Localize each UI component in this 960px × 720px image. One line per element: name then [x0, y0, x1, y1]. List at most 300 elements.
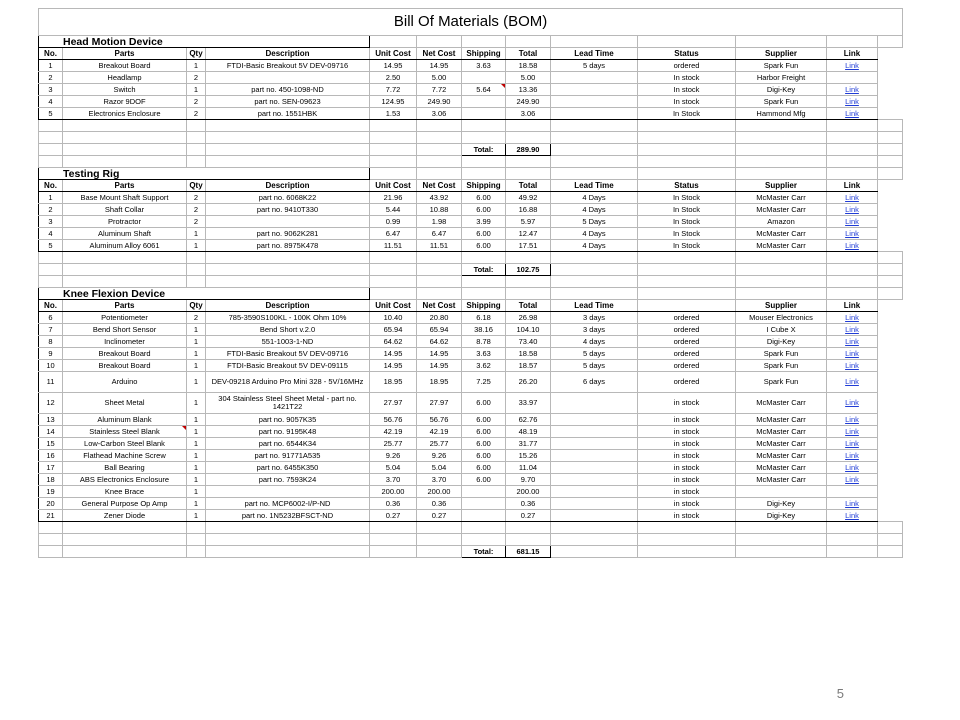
cell-net-cost: 42.19	[417, 426, 462, 438]
empty-cell[interactable]	[736, 264, 827, 276]
table-row	[39, 498, 903, 510]
supplier-link[interactable]: Link	[845, 192, 859, 202]
cell-total: 3.06	[506, 108, 551, 120]
supplier-link[interactable]: Link	[845, 204, 859, 214]
empty-cell[interactable]	[506, 120, 551, 132]
empty-cell[interactable]	[63, 252, 187, 264]
empty-cell[interactable]	[39, 156, 63, 168]
supplier-link[interactable]: Link	[845, 348, 859, 358]
cell-link	[827, 348, 878, 360]
empty-cell[interactable]	[39, 144, 63, 156]
cell-link	[827, 426, 878, 438]
empty-cell	[878, 108, 903, 120]
empty-cell[interactable]	[63, 132, 187, 144]
empty-cell[interactable]	[878, 264, 903, 276]
empty-cell[interactable]	[187, 546, 206, 558]
empty-cell[interactable]	[462, 276, 506, 288]
empty-cell[interactable]	[206, 120, 370, 132]
table-row	[39, 84, 903, 96]
column-header-shipping: Shipping	[462, 180, 506, 192]
cell-unit-cost: 1.53	[370, 108, 417, 120]
empty-cell[interactable]	[39, 120, 63, 132]
empty-cell[interactable]	[370, 120, 417, 132]
empty-cell[interactable]	[187, 522, 206, 534]
empty-row	[39, 276, 903, 288]
empty-cell[interactable]	[63, 120, 187, 132]
empty-cell[interactable]	[506, 252, 551, 264]
empty-cell[interactable]	[206, 276, 370, 288]
empty-cell[interactable]	[187, 144, 206, 156]
empty-cell[interactable]	[638, 288, 736, 300]
cell-description: DEV-09218 Arduino Pro Mini 328 - 5V/16MHz	[206, 372, 370, 393]
cell-description	[206, 216, 370, 228]
empty-cell[interactable]	[417, 120, 462, 132]
empty-cell[interactable]	[878, 144, 903, 156]
empty-cell[interactable]	[551, 264, 638, 276]
empty-cell[interactable]	[187, 276, 206, 288]
supplier-link[interactable]: Link	[845, 510, 859, 520]
empty-cell[interactable]	[878, 546, 903, 558]
empty-cell[interactable]	[827, 534, 878, 546]
cell-qty: 1	[187, 324, 206, 336]
cell-status: ordered	[638, 324, 736, 336]
empty-cell[interactable]	[827, 132, 878, 144]
cell-shipping	[462, 486, 506, 498]
cell-unit-cost: 2.50	[370, 72, 417, 84]
supplier-link[interactable]: Link	[845, 474, 859, 484]
supplier-link[interactable]: Link	[845, 450, 859, 460]
empty-cell[interactable]	[206, 132, 370, 144]
column-header-unit-cost: Unit Cost	[370, 300, 417, 312]
empty-cell[interactable]	[187, 156, 206, 168]
supplier-link[interactable]: Link	[845, 438, 859, 448]
empty-cell[interactable]	[827, 120, 878, 132]
cell-parts: Arduino	[63, 372, 187, 393]
cell-no: 10	[39, 360, 63, 372]
supplier-link[interactable]: Link	[845, 60, 859, 70]
column-header-lead-time: Lead Time	[551, 180, 638, 192]
empty-cell[interactable]	[370, 522, 417, 534]
empty-cell[interactable]	[551, 276, 638, 288]
empty-cell[interactable]	[638, 36, 736, 48]
section-row-knee-flexion-device	[39, 288, 903, 300]
table-row	[39, 486, 903, 498]
empty-cell[interactable]	[827, 546, 878, 558]
supplier-link[interactable]: Link	[845, 228, 859, 238]
empty-cell[interactable]	[827, 156, 878, 168]
supplier-link[interactable]: Link	[845, 108, 859, 118]
cell-net-cost: 7.72	[417, 84, 462, 96]
empty-cell[interactable]	[206, 264, 370, 276]
header-row	[39, 48, 903, 60]
supplier-link[interactable]: Link	[845, 84, 859, 94]
empty-cell[interactable]	[370, 168, 417, 180]
cell-status: in stock	[638, 474, 736, 486]
cell-parts: Razor 9DOF	[63, 96, 187, 108]
column-header-lead-time: Lead Time	[551, 48, 638, 60]
empty-cell	[878, 498, 903, 510]
cell-qty: 1	[187, 84, 206, 96]
empty-cell[interactable]	[736, 522, 827, 534]
cell-total: 18.58	[506, 348, 551, 360]
cell-unit-cost: 56.76	[370, 414, 417, 426]
cell-description: part no. 6455K350	[206, 462, 370, 474]
cell-link	[827, 438, 878, 450]
empty-cell[interactable]	[370, 252, 417, 264]
empty-cell[interactable]	[63, 522, 187, 534]
table-row	[39, 228, 903, 240]
empty-cell[interactable]	[63, 264, 187, 276]
empty-cell[interactable]	[187, 132, 206, 144]
cell-shipping: 6.00	[462, 192, 506, 204]
cell-description: part no. 6068K22	[206, 192, 370, 204]
empty-cell[interactable]	[506, 534, 551, 546]
cell-qty: 1	[187, 414, 206, 426]
empty-cell[interactable]	[417, 132, 462, 144]
empty-cell	[878, 84, 903, 96]
empty-cell[interactable]	[736, 546, 827, 558]
cell-unit-cost: 7.72	[370, 84, 417, 96]
empty-cell[interactable]	[417, 288, 462, 300]
cell-lead-time: 4 Days	[551, 204, 638, 216]
empty-cell[interactable]	[878, 120, 903, 132]
empty-cell[interactable]	[878, 522, 903, 534]
supplier-link[interactable]: Link	[845, 498, 859, 508]
cell-net-cost: 200.00	[417, 486, 462, 498]
empty-cell[interactable]	[39, 276, 63, 288]
cell-parts: Bend Short Sensor	[63, 324, 187, 336]
empty-cell[interactable]	[370, 546, 417, 558]
page-title: Bill Of Materials (BOM)	[39, 9, 903, 36]
empty-cell[interactable]	[462, 522, 506, 534]
empty-cell[interactable]	[39, 264, 63, 276]
column-header-description: Description	[206, 48, 370, 60]
cell-supplier: Digi-Key	[736, 510, 827, 522]
empty-cell[interactable]	[462, 168, 506, 180]
cell-net-cost: 14.95	[417, 60, 462, 72]
empty-cell[interactable]	[462, 132, 506, 144]
cell-qty: 1	[187, 426, 206, 438]
column-header-parts: Parts	[63, 300, 187, 312]
cell-status: in stock	[638, 486, 736, 498]
empty-cell[interactable]	[39, 534, 63, 546]
empty-cell[interactable]	[462, 252, 506, 264]
cell-net-cost: 56.76	[417, 414, 462, 426]
empty-cell[interactable]	[370, 264, 417, 276]
empty-cell[interactable]	[878, 36, 903, 48]
cell-parts: Aluminum Alloy 6061	[63, 240, 187, 252]
column-header-status: Status	[638, 48, 736, 60]
cell-link	[827, 360, 878, 372]
empty-cell[interactable]	[370, 534, 417, 546]
empty-cell[interactable]	[736, 120, 827, 132]
empty-cell[interactable]	[506, 522, 551, 534]
column-header-total: Total	[506, 300, 551, 312]
empty-cell[interactable]	[878, 288, 903, 300]
cell-qty: 1	[187, 360, 206, 372]
empty-cell[interactable]	[827, 522, 878, 534]
supplier-link[interactable]: Link	[845, 414, 859, 424]
cell-supplier: McMaster Carr	[736, 204, 827, 216]
empty-cell[interactable]	[206, 252, 370, 264]
cell-net-cost: 25.77	[417, 438, 462, 450]
cell-description: Bend Short v.2.0	[206, 324, 370, 336]
empty-cell[interactable]	[638, 534, 736, 546]
empty-cell[interactable]	[638, 522, 736, 534]
cell-status: ordered	[638, 372, 736, 393]
empty-cell[interactable]	[551, 252, 638, 264]
empty-cell[interactable]	[206, 522, 370, 534]
empty-cell[interactable]	[39, 522, 63, 534]
empty-cell[interactable]	[417, 36, 462, 48]
cell-no: 4	[39, 228, 63, 240]
empty-cell[interactable]	[417, 522, 462, 534]
empty-cell[interactable]	[736, 132, 827, 144]
cell-qty: 1	[187, 462, 206, 474]
cell-parts: Electronics Enclosure	[63, 108, 187, 120]
table-row	[39, 510, 903, 522]
empty-cell[interactable]	[417, 534, 462, 546]
empty-cell	[878, 48, 903, 60]
empty-cell[interactable]	[736, 168, 827, 180]
cell-status: In Stock	[638, 108, 736, 120]
empty-cell[interactable]	[370, 288, 417, 300]
supplier-link[interactable]: Link	[845, 216, 859, 226]
supplier-link[interactable]: Link	[845, 324, 859, 334]
cell-supplier	[736, 486, 827, 498]
empty-cell[interactable]	[551, 36, 638, 48]
empty-cell[interactable]	[878, 534, 903, 546]
column-header-qty: Qty	[187, 48, 206, 60]
empty-cell[interactable]	[417, 276, 462, 288]
empty-cell[interactable]	[506, 276, 551, 288]
cell-parts: Ball Bearing	[63, 462, 187, 474]
table-row	[39, 216, 903, 228]
empty-cell[interactable]	[462, 156, 506, 168]
empty-cell[interactable]	[370, 144, 417, 156]
cell-supplier: Digi-Key	[736, 84, 827, 96]
cell-link	[827, 216, 878, 228]
empty-cell[interactable]	[63, 276, 187, 288]
table-row	[39, 312, 903, 324]
cell-parts: Breakout Board	[63, 360, 187, 372]
cell-total: 33.97	[506, 393, 551, 414]
cell-supplier: Hammond Mfg	[736, 108, 827, 120]
empty-cell[interactable]	[827, 252, 878, 264]
empty-cell[interactable]	[462, 120, 506, 132]
empty-cell	[878, 240, 903, 252]
empty-cell[interactable]	[638, 132, 736, 144]
empty-cell[interactable]	[638, 546, 736, 558]
empty-cell[interactable]	[638, 276, 736, 288]
cell-parts: Aluminum Shaft	[63, 228, 187, 240]
cell-qty: 1	[187, 486, 206, 498]
cell-no: 8	[39, 336, 63, 348]
cell-unit-cost: 27.97	[370, 393, 417, 414]
table-row	[39, 240, 903, 252]
cell-no: 3	[39, 216, 63, 228]
supplier-link[interactable]: Link	[845, 240, 859, 250]
empty-cell[interactable]	[638, 264, 736, 276]
comment-marker-icon[interactable]	[501, 84, 505, 88]
cell-description: part no. 6544K34	[206, 438, 370, 450]
cell-lead-time	[551, 498, 638, 510]
supplier-link[interactable]: Link	[845, 336, 859, 346]
empty-cell[interactable]	[187, 120, 206, 132]
cell-unit-cost: 65.94	[370, 324, 417, 336]
supplier-link[interactable]: Link	[845, 96, 859, 106]
empty-cell[interactable]	[736, 252, 827, 264]
cell-status: in stock	[638, 438, 736, 450]
empty-cell[interactable]	[551, 522, 638, 534]
empty-cell[interactable]	[551, 132, 638, 144]
empty-cell[interactable]	[638, 144, 736, 156]
empty-cell[interactable]	[63, 144, 187, 156]
empty-cell[interactable]	[736, 36, 827, 48]
empty-cell[interactable]	[827, 264, 878, 276]
empty-cell[interactable]	[63, 156, 187, 168]
cell-net-cost: 0.27	[417, 510, 462, 522]
empty-cell[interactable]	[506, 36, 551, 48]
empty-cell[interactable]	[187, 252, 206, 264]
cell-link	[827, 510, 878, 522]
empty-cell[interactable]	[417, 546, 462, 558]
empty-cell[interactable]	[638, 168, 736, 180]
empty-cell[interactable]	[827, 276, 878, 288]
empty-cell[interactable]	[736, 144, 827, 156]
empty-cell[interactable]	[551, 534, 638, 546]
empty-cell[interactable]	[827, 288, 878, 300]
empty-cell[interactable]	[506, 168, 551, 180]
empty-cell[interactable]	[506, 132, 551, 144]
empty-cell[interactable]	[878, 156, 903, 168]
empty-cell[interactable]	[736, 156, 827, 168]
empty-cell[interactable]	[827, 144, 878, 156]
empty-cell[interactable]	[551, 546, 638, 558]
empty-cell[interactable]	[878, 276, 903, 288]
cell-link	[827, 84, 878, 96]
empty-cell[interactable]	[736, 276, 827, 288]
empty-cell[interactable]	[370, 132, 417, 144]
empty-cell[interactable]	[827, 168, 878, 180]
empty-cell[interactable]	[638, 156, 736, 168]
cell-unit-cost: 14.95	[370, 348, 417, 360]
empty-cell[interactable]	[878, 132, 903, 144]
empty-cell	[878, 450, 903, 462]
empty-cell[interactable]	[417, 156, 462, 168]
cell-unit-cost: 5.44	[370, 204, 417, 216]
cell-supplier: Spark Fun	[736, 60, 827, 72]
empty-row	[39, 534, 903, 546]
empty-cell[interactable]	[506, 156, 551, 168]
empty-cell[interactable]	[736, 534, 827, 546]
cell-total: 48.19	[506, 426, 551, 438]
cell-shipping	[462, 510, 506, 522]
empty-cell[interactable]	[187, 264, 206, 276]
empty-cell[interactable]	[206, 156, 370, 168]
column-header-unit-cost: Unit Cost	[370, 180, 417, 192]
supplier-link[interactable]: Link	[845, 360, 859, 370]
empty-cell[interactable]	[551, 288, 638, 300]
empty-cell[interactable]	[206, 546, 370, 558]
cell-parts: Breakout Board	[63, 348, 187, 360]
supplier-link[interactable]: Link	[845, 377, 859, 386]
empty-cell[interactable]	[551, 144, 638, 156]
empty-cell[interactable]	[462, 36, 506, 48]
empty-cell[interactable]	[39, 252, 63, 264]
empty-cell[interactable]	[39, 546, 63, 558]
empty-cell[interactable]	[736, 288, 827, 300]
cell-status: ordered	[638, 360, 736, 372]
supplier-link[interactable]: Link	[845, 398, 859, 407]
cell-description: part no. 8975K478	[206, 240, 370, 252]
empty-cell[interactable]	[462, 288, 506, 300]
empty-cell[interactable]	[206, 534, 370, 546]
comment-marker-icon[interactable]	[182, 426, 186, 430]
cell-supplier: Amazon	[736, 216, 827, 228]
cell-lead-time	[551, 462, 638, 474]
column-header-parts: Parts	[63, 48, 187, 60]
column-header-qty: Qty	[187, 300, 206, 312]
cell-total: 104.10	[506, 324, 551, 336]
empty-cell[interactable]	[506, 288, 551, 300]
supplier-link[interactable]: Link	[845, 462, 859, 472]
empty-cell[interactable]	[63, 534, 187, 546]
empty-cell[interactable]	[39, 132, 63, 144]
empty-cell[interactable]	[417, 252, 462, 264]
empty-cell[interactable]	[370, 156, 417, 168]
table-row	[39, 348, 903, 360]
empty-cell[interactable]	[551, 168, 638, 180]
cell-shipping: 6.18	[462, 312, 506, 324]
cell-parts: Low-Carbon Steel Blank	[63, 438, 187, 450]
cell-shipping	[462, 498, 506, 510]
empty-cell[interactable]	[638, 120, 736, 132]
cell-parts: Headlamp	[63, 72, 187, 84]
empty-cell[interactable]	[551, 120, 638, 132]
empty-cell[interactable]	[878, 252, 903, 264]
empty-cell[interactable]	[370, 276, 417, 288]
empty-cell[interactable]	[638, 252, 736, 264]
empty-cell[interactable]	[878, 168, 903, 180]
cell-link	[827, 474, 878, 486]
cell-unit-cost: 6.47	[370, 228, 417, 240]
empty-cell[interactable]	[462, 534, 506, 546]
empty-cell[interactable]	[63, 546, 187, 558]
empty-cell[interactable]	[417, 144, 462, 156]
empty-cell[interactable]	[827, 36, 878, 48]
empty-cell[interactable]	[417, 168, 462, 180]
empty-cell[interactable]	[417, 264, 462, 276]
empty-cell[interactable]	[187, 534, 206, 546]
empty-cell[interactable]	[551, 156, 638, 168]
cell-no: 19	[39, 486, 63, 498]
cell-status: ordered	[638, 336, 736, 348]
cell-status: in stock	[638, 414, 736, 426]
table-row	[39, 336, 903, 348]
empty-cell[interactable]	[370, 36, 417, 48]
section-row-head-motion-device	[39, 36, 903, 48]
cell-status: In Stock	[638, 204, 736, 216]
cell-description: 785-3590S100KL - 100K Ohm 10%	[206, 312, 370, 324]
supplier-link[interactable]: Link	[845, 312, 859, 322]
empty-cell[interactable]	[206, 144, 370, 156]
cell-no: 5	[39, 108, 63, 120]
supplier-link[interactable]: Link	[845, 426, 859, 436]
cell-parts: Inclinometer	[63, 336, 187, 348]
cell-no: 1	[39, 192, 63, 204]
cell-lead-time	[551, 438, 638, 450]
